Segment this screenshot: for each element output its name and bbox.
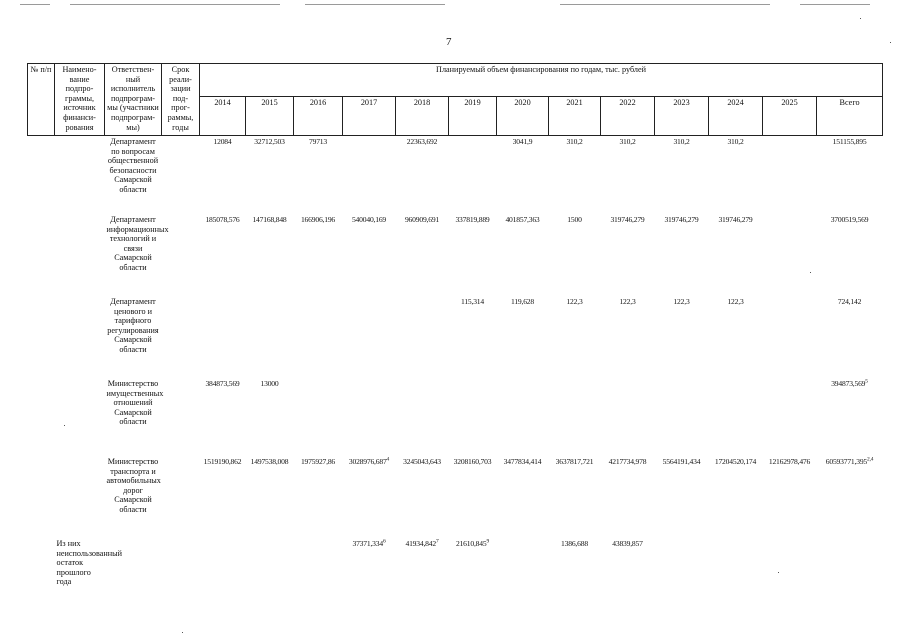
row-year-cell bbox=[449, 296, 497, 378]
cell-value: 5564191,434 bbox=[662, 457, 701, 466]
row-year-cell bbox=[343, 538, 396, 600]
row-year-cell bbox=[655, 538, 709, 600]
footnote-mark: 7 bbox=[435, 538, 439, 545]
cell-value: 1519190,862 bbox=[203, 457, 242, 466]
row-year-cell bbox=[655, 378, 709, 456]
row-total-cell bbox=[817, 538, 883, 600]
scan-speck bbox=[64, 425, 65, 426]
header-year: 2022 bbox=[601, 97, 655, 136]
cell-value: 122,3 bbox=[566, 297, 583, 306]
row-year-cell bbox=[497, 456, 549, 538]
cell-value: 319746,279 bbox=[610, 215, 645, 224]
row-year-cell bbox=[497, 538, 549, 600]
header-year: 2015 bbox=[246, 97, 294, 136]
row-year-cell bbox=[343, 456, 396, 538]
cell-value: 3208160,703 bbox=[453, 457, 492, 466]
row-year-cell bbox=[396, 296, 449, 378]
table-row bbox=[28, 538, 883, 600]
header-num: № п/п bbox=[28, 64, 55, 136]
row-year-cell bbox=[549, 456, 601, 538]
header-total: Всего bbox=[817, 97, 883, 136]
row-executor-cell: Министерство имущественных отношений Самарской области bbox=[106, 379, 164, 427]
cell-value: 115,314 bbox=[461, 297, 484, 306]
row-year-cell bbox=[763, 538, 817, 600]
row-year-cell bbox=[549, 296, 601, 378]
row-year-cell bbox=[601, 378, 655, 456]
header-funding: Планируемый объем финансирования по годам, тыс. рублей bbox=[200, 64, 883, 97]
cell-value: 1497538,008 bbox=[250, 457, 289, 466]
cell-value: 185078,576 bbox=[205, 215, 240, 224]
row-year-cell bbox=[246, 378, 294, 456]
row-executor-cell bbox=[105, 538, 162, 600]
table-row bbox=[28, 456, 883, 538]
row-year-cell bbox=[200, 136, 246, 215]
row-year-cell bbox=[709, 538, 763, 600]
footnote-mark: 6 bbox=[382, 538, 386, 545]
row-year-cell bbox=[449, 214, 497, 296]
scan-rule bbox=[305, 4, 445, 5]
cell-value: 310,2 bbox=[727, 137, 744, 146]
table-body bbox=[28, 136, 883, 601]
cell-value: 1500 bbox=[567, 215, 582, 224]
footnote-mark: 5 bbox=[865, 378, 868, 385]
row-year-cell bbox=[449, 378, 497, 456]
row-year-cell bbox=[396, 456, 449, 538]
row-year-cell bbox=[497, 136, 549, 215]
row-year-cell bbox=[294, 538, 343, 600]
cell-value: 32712,503 bbox=[254, 137, 285, 146]
cell-value: 310,2 bbox=[619, 137, 636, 146]
cell-value: 12084 bbox=[213, 137, 232, 146]
row-executor-cell: Департамент информационных технологий и связи Самарской области bbox=[106, 215, 169, 272]
footnote-mark: 4 bbox=[386, 456, 390, 463]
row-year-cell bbox=[449, 136, 497, 215]
row-total-cell bbox=[817, 214, 883, 296]
row-year-cell bbox=[601, 296, 655, 378]
row-term-cell bbox=[162, 296, 200, 378]
header-year: 2023 bbox=[655, 97, 709, 136]
cell-value: 12162978,476 bbox=[768, 457, 811, 466]
row-year-cell bbox=[763, 456, 817, 538]
scan-speck bbox=[810, 272, 811, 273]
row-total-cell bbox=[817, 456, 883, 538]
cell-value: 3245043,643 bbox=[403, 457, 441, 466]
row-name-cell bbox=[55, 296, 105, 378]
cell-value: 1386,688 bbox=[561, 539, 588, 548]
row-year-cell bbox=[343, 136, 396, 215]
row-year-cell bbox=[709, 136, 763, 215]
cell-value: 37371,334 bbox=[352, 539, 383, 548]
row-year-cell bbox=[343, 214, 396, 296]
row-term-cell bbox=[162, 538, 200, 600]
cell-value: 540040,169 bbox=[351, 215, 387, 224]
cell-value: 319746,279 bbox=[718, 215, 753, 224]
row-year-cell bbox=[497, 214, 549, 296]
row-year-cell bbox=[763, 378, 817, 456]
row-year-cell bbox=[200, 378, 246, 456]
row-year-cell bbox=[200, 538, 246, 600]
row-executor-cell: Департамент по вопросам общественной безопасности Самарской области bbox=[107, 137, 159, 194]
cell-value: 384873,569 bbox=[205, 379, 240, 388]
cell-value: 310,2 bbox=[673, 137, 690, 146]
row-total-cell bbox=[817, 378, 883, 456]
row-name-cell bbox=[55, 378, 105, 456]
table-row bbox=[28, 296, 883, 378]
cell-value: 4217734,978 bbox=[608, 457, 647, 466]
row-year-cell bbox=[396, 538, 449, 600]
row-name-cell bbox=[55, 136, 105, 215]
header-year: 2019 bbox=[449, 97, 497, 136]
row-year-cell bbox=[709, 456, 763, 538]
row-year-cell bbox=[601, 214, 655, 296]
cell-value: 17204520,174 bbox=[714, 457, 757, 466]
row-num-cell bbox=[28, 214, 55, 296]
row-year-cell bbox=[294, 378, 343, 456]
row-year-cell bbox=[294, 296, 343, 378]
cell-value: 60593771,395 bbox=[825, 457, 868, 466]
header-year: 2024 bbox=[709, 97, 763, 136]
scan-rule bbox=[560, 4, 770, 5]
row-year-cell bbox=[601, 538, 655, 600]
cell-value: 13000 bbox=[260, 379, 279, 388]
cell-value: 3477834,414 bbox=[503, 457, 542, 466]
row-term-cell bbox=[162, 456, 200, 538]
header-year: 2021 bbox=[549, 97, 601, 136]
row-year-cell bbox=[246, 214, 294, 296]
row-num-cell bbox=[28, 296, 55, 378]
row-year-cell bbox=[294, 456, 343, 538]
row-name-cell: Из них неиспользованный остаток прошлого года bbox=[56, 539, 123, 587]
row-year-cell bbox=[655, 214, 709, 296]
cell-value: 122,3 bbox=[619, 297, 636, 306]
cell-value: 3700519,569 bbox=[830, 215, 869, 224]
row-num-cell bbox=[28, 456, 55, 538]
cell-value: 122,3 bbox=[727, 297, 744, 306]
row-num-cell bbox=[28, 538, 55, 600]
row-year-cell bbox=[763, 136, 817, 215]
row-year-cell bbox=[246, 538, 294, 600]
row-year-cell bbox=[549, 538, 601, 600]
header-year: 2025 bbox=[763, 97, 817, 136]
scan-speck bbox=[182, 632, 183, 633]
cell-value: 166906,196 bbox=[300, 215, 336, 224]
row-year-cell bbox=[396, 214, 449, 296]
cell-value: 1975927,86 bbox=[300, 457, 336, 466]
row-year-cell bbox=[763, 214, 817, 296]
row-year-cell bbox=[200, 214, 246, 296]
cell-value: 319746,279 bbox=[664, 215, 699, 224]
row-year-cell bbox=[294, 136, 343, 215]
row-year-cell bbox=[601, 136, 655, 215]
cell-value: 147168,848 bbox=[252, 215, 287, 224]
cell-value: 3028976,687 bbox=[348, 457, 387, 466]
cell-value: 21610,845 bbox=[455, 539, 487, 548]
row-year-cell bbox=[763, 296, 817, 378]
cell-value: 122,3 bbox=[673, 297, 690, 306]
row-year-cell bbox=[294, 214, 343, 296]
scan-rule bbox=[20, 4, 50, 5]
cell-value: 401857,363 bbox=[505, 215, 540, 224]
row-year-cell bbox=[497, 296, 549, 378]
cell-value: 22363,692 bbox=[406, 137, 438, 146]
row-year-cell bbox=[655, 456, 709, 538]
header-year: 2014 bbox=[200, 97, 246, 136]
row-year-cell bbox=[655, 296, 709, 378]
row-year-cell bbox=[449, 538, 497, 600]
scan-rule bbox=[70, 4, 280, 5]
cell-value: 79713 bbox=[309, 137, 327, 146]
row-year-cell bbox=[549, 378, 601, 456]
table-row bbox=[28, 378, 883, 456]
row-year-cell bbox=[655, 136, 709, 215]
header-name: Наимено-вание подпро-граммы, источник финанси-рования bbox=[55, 64, 105, 136]
header-year: 2016 bbox=[294, 97, 343, 136]
header-term: Срок реали-зации под-прог-раммы, годы bbox=[162, 64, 200, 136]
row-executor-cell: Министерство транспорта и автомобильных дорог Самарской области bbox=[106, 457, 161, 514]
footnote-mark: 9 bbox=[486, 538, 490, 545]
row-year-cell bbox=[549, 214, 601, 296]
row-year-cell bbox=[246, 456, 294, 538]
row-year-cell bbox=[246, 296, 294, 378]
row-year-cell bbox=[343, 378, 396, 456]
row-term-cell bbox=[162, 136, 200, 215]
scan-speck bbox=[778, 572, 779, 573]
row-year-cell bbox=[200, 296, 246, 378]
scan-speck bbox=[860, 18, 861, 19]
row-year-cell bbox=[246, 136, 294, 215]
page-number: 7 bbox=[446, 36, 452, 48]
row-year-cell bbox=[709, 214, 763, 296]
row-year-cell bbox=[449, 456, 497, 538]
cell-value: 724,142 bbox=[837, 297, 862, 306]
row-name-cell bbox=[55, 214, 105, 296]
cell-value: 394873,569 bbox=[831, 379, 866, 388]
row-year-cell bbox=[709, 296, 763, 378]
table-row bbox=[28, 136, 883, 215]
cell-value: 43839,857 bbox=[612, 539, 643, 548]
cell-value: 3637817,721 bbox=[555, 457, 594, 466]
header-year: 2020 bbox=[497, 97, 549, 136]
row-year-cell bbox=[601, 456, 655, 538]
row-year-cell bbox=[549, 136, 601, 215]
cell-value: 3041,9 bbox=[512, 137, 533, 146]
cell-value: 119,628 bbox=[511, 297, 534, 306]
row-year-cell bbox=[396, 378, 449, 456]
financing-table bbox=[27, 63, 883, 600]
row-name-cell bbox=[55, 456, 105, 538]
row-num-cell bbox=[28, 378, 55, 456]
row-num-cell bbox=[28, 136, 55, 215]
cell-value: 310,2 bbox=[566, 137, 583, 146]
row-year-cell bbox=[497, 378, 549, 456]
scan-speck bbox=[890, 42, 891, 43]
row-term-cell bbox=[162, 378, 200, 456]
table-row bbox=[28, 214, 883, 296]
cell-value: 151155,895 bbox=[832, 137, 867, 146]
cell-value: 960909,691 bbox=[404, 215, 440, 224]
header-year: 2017 bbox=[343, 97, 396, 136]
row-total-cell bbox=[817, 136, 883, 215]
row-executor-cell: Департамент ценового и тарифного регулирования Самарской области bbox=[107, 297, 159, 354]
row-year-cell bbox=[200, 456, 246, 538]
cell-value: 41934,842 bbox=[405, 539, 436, 548]
header-year: 2018 bbox=[396, 97, 449, 136]
cell-value: 337819,889 bbox=[455, 215, 490, 224]
row-year-cell bbox=[709, 378, 763, 456]
row-total-cell bbox=[817, 296, 883, 378]
header-executor: Ответствен-ный исполнитель подпрограм-мы (участники подпрограм-мы) bbox=[105, 64, 162, 136]
row-year-cell bbox=[343, 296, 396, 378]
footnote-mark: 2,4 bbox=[867, 456, 874, 463]
scan-rule bbox=[800, 4, 870, 5]
row-year-cell bbox=[396, 136, 449, 215]
